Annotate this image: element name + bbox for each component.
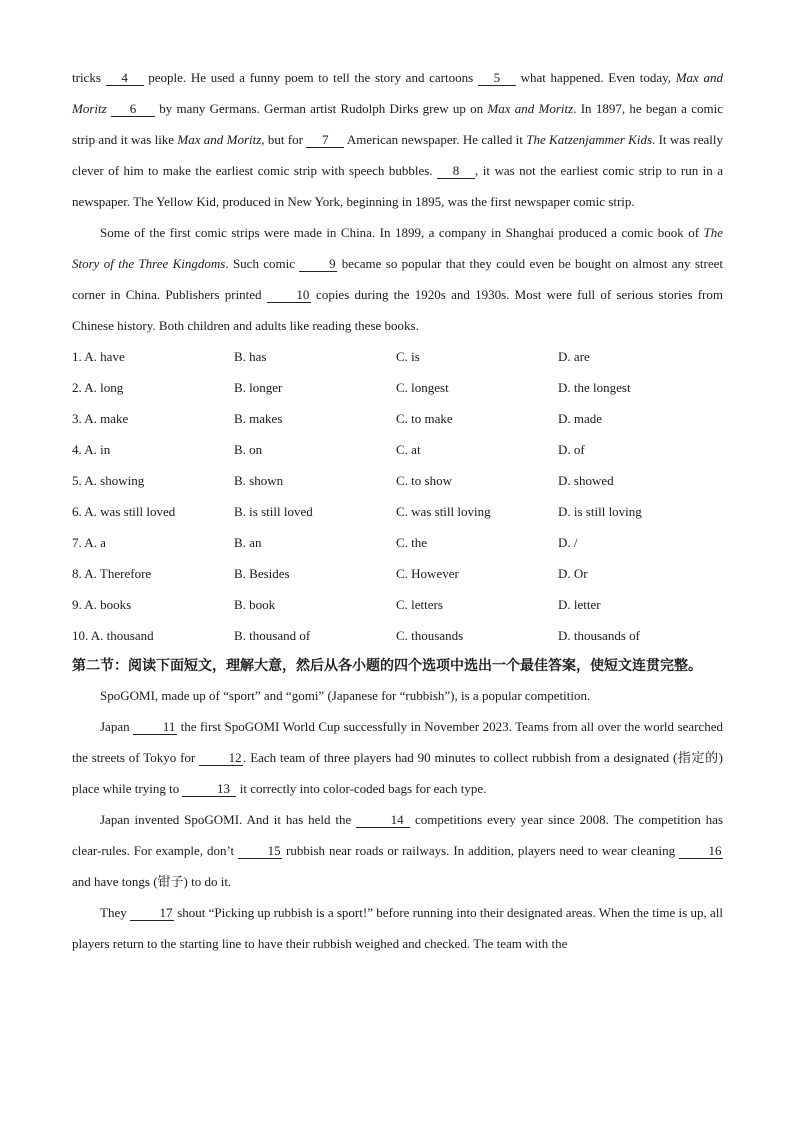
question-10-option-c: C. thousands (396, 628, 464, 643)
blank-9: 9 (299, 256, 337, 272)
question-2-option-d: D. the longest (558, 380, 631, 395)
section2-paragraph-2: Japan 11 the first SpoGOMI World Cup successfully in November 2023. Teams from all over the world searched the streets of Tokyo for 12 . Each team of three players had 90 minutes to collect rubbish from a designated (指定的) place while trying to 13 it correctly into color-coded bags for each type. (72, 719, 723, 796)
question-2-option-c: C. longest (396, 380, 449, 395)
blank-8: 8 (437, 163, 475, 179)
question-5-option-d: D. showed (558, 473, 614, 488)
question-3-option-b: B. makes (234, 411, 283, 426)
question-5-option-c: C. to show (396, 473, 452, 488)
blank-5: 5 (478, 70, 516, 86)
section2-paragraph-3: Japan invented SpoGOMI. And it has held the 14 competitions every year since 2008. The competition has clear-rules. For example, don’t 15 rubbish near roads or railways. In addition, players need to wear cleaning 16 and have tongs (钳子) to do it. (72, 812, 724, 889)
question-4-option-d: D. of (558, 442, 585, 457)
blank-11: 11 (133, 719, 177, 735)
question-6-option-c: C. was still loving (396, 504, 491, 519)
question-2-options (72, 372, 723, 403)
question-1-option-a: 1. A. have (72, 349, 125, 364)
question-4-options (72, 434, 723, 465)
question-9-options (72, 589, 723, 620)
question-4-option-c: C. at (396, 442, 421, 457)
blank-14: 14 (356, 812, 410, 828)
question-3-option-a: 3. A. make (72, 411, 129, 426)
question-10-option-a: 10. A. thousand (72, 628, 154, 643)
blank-7: 7 (306, 132, 344, 148)
title-max-and-moritz: Max and Moritz (177, 132, 262, 147)
section2-paragraph-1: SpoGOMI, made up of “sport” and “gomi” (Japanese for “rubbish”), is a popular competition. (100, 688, 591, 703)
question-6-option-b: B. is still loved (234, 504, 313, 519)
question-9-option-a: 9. A. books (72, 597, 132, 612)
question-4-option-b: B. on (234, 442, 263, 457)
question-2-option-b: B. longer (234, 380, 283, 395)
question-7-option-c: C. the (396, 535, 428, 550)
blank-17: 17 (130, 905, 174, 921)
question-7-options (72, 527, 723, 558)
question-8-option-a: 8. A. Therefore (72, 566, 152, 581)
question-1-option-c: C. is (396, 349, 420, 364)
question-1-options (72, 341, 723, 372)
question-7-option-d: D. / (558, 535, 578, 550)
question-6-options (72, 496, 723, 527)
question-5-options (72, 465, 723, 496)
question-3-option-d: D. made (558, 411, 603, 426)
question-3-option-c: C. to make (396, 411, 453, 426)
question-10-option-d: D. thousands of (558, 628, 640, 643)
question-4-option-a: 4. A. in (72, 442, 111, 457)
blank-16: 16 (679, 843, 723, 859)
question-5-option-b: B. shown (234, 473, 284, 488)
question-8-option-c: C. However (396, 566, 459, 581)
question-7-option-b: B. an (234, 535, 262, 550)
question-9-option-b: B. book (234, 597, 276, 612)
question-7-option-a: 7. A. a (72, 535, 106, 550)
question-1-option-d: D. are (558, 349, 590, 364)
section2-paragraph-4: They 17 shout “Picking up rubbish is a sport!” before running into their designated areas. When the time is up, all players return to the starting line to have their rubbish weighed and checked. The team with the (72, 905, 723, 951)
question-6-option-d: D. is still loving (558, 504, 642, 519)
question-9-option-d: D. letter (558, 597, 601, 612)
document-content (72, 62, 723, 959)
blank-15: 15 (238, 843, 282, 859)
question-3-options (72, 403, 723, 434)
question-1-option-b: B. has (234, 349, 267, 364)
question-6-option-a: 6. A. was still loved (72, 504, 176, 519)
blank-6: 6 (111, 101, 155, 117)
passage1-paragraph-2: Some of the first comic strips were made in China. In 1899, a company in Shanghai produced a comic book of The Story of the Three Kingdoms. Such comic 9 became so popular that they could even be bought on almost any street corner in China. Publishers printed 10 copies during the 1920s and 1930s. Most were full of serious stories from Chinese history. Both children and adults like reading these books. (72, 225, 723, 333)
title-max-and-moritz: Max and Moritz (487, 101, 574, 116)
passage1-paragraph-1: tricks 4 people. He used a funny poem to tell the story and cartoons 5 what happened. Even today, Max and Moritz 6 by many Germans. German artist Rudolph Dirks grew up on Max and Moritz. In 1897, he began a comic strip and it was like Max and Moritz, but for 7 American newspaper. He called it The Katzenjammer Kids. It was really clever of him to make the earliest comic strip with speech bubbles. 8 , it was not the earliest comic strip to run in a newspaper. The Yellow Kid, produced in New York, beginning in 1895, was the first newspaper comic strip. (72, 70, 724, 209)
question-5-option-a: 5. A. showing (72, 473, 145, 488)
question-8-option-d: D. Or (558, 566, 588, 581)
title-max-and-moritz: Max and Moritz (72, 70, 723, 116)
blank-4: 4 (106, 70, 144, 86)
blank-13: 13 (182, 781, 236, 797)
question-10-option-b: B. thousand of (234, 628, 311, 643)
section2-heading: 第二节：阅读下面短文，理解大意，然后从各小题的四个选项中选出一个最佳答案，使短文连贯完整。 (72, 658, 702, 674)
blank-12: 12 (199, 750, 243, 766)
title-katzenjammer-kids: The Katzenjammer Kids (526, 132, 653, 147)
question-8-option-b: B. Besides (234, 566, 290, 581)
title-three-kingdoms: The Story of the Three Kingdoms (72, 225, 723, 271)
question-9-option-c: C. letters (396, 597, 443, 612)
question-2-option-a: 2. A. long (72, 380, 124, 395)
question-10-options (72, 620, 723, 651)
blank-10: 10 (267, 287, 311, 303)
question-options (72, 341, 723, 651)
question-8-options (72, 558, 723, 589)
